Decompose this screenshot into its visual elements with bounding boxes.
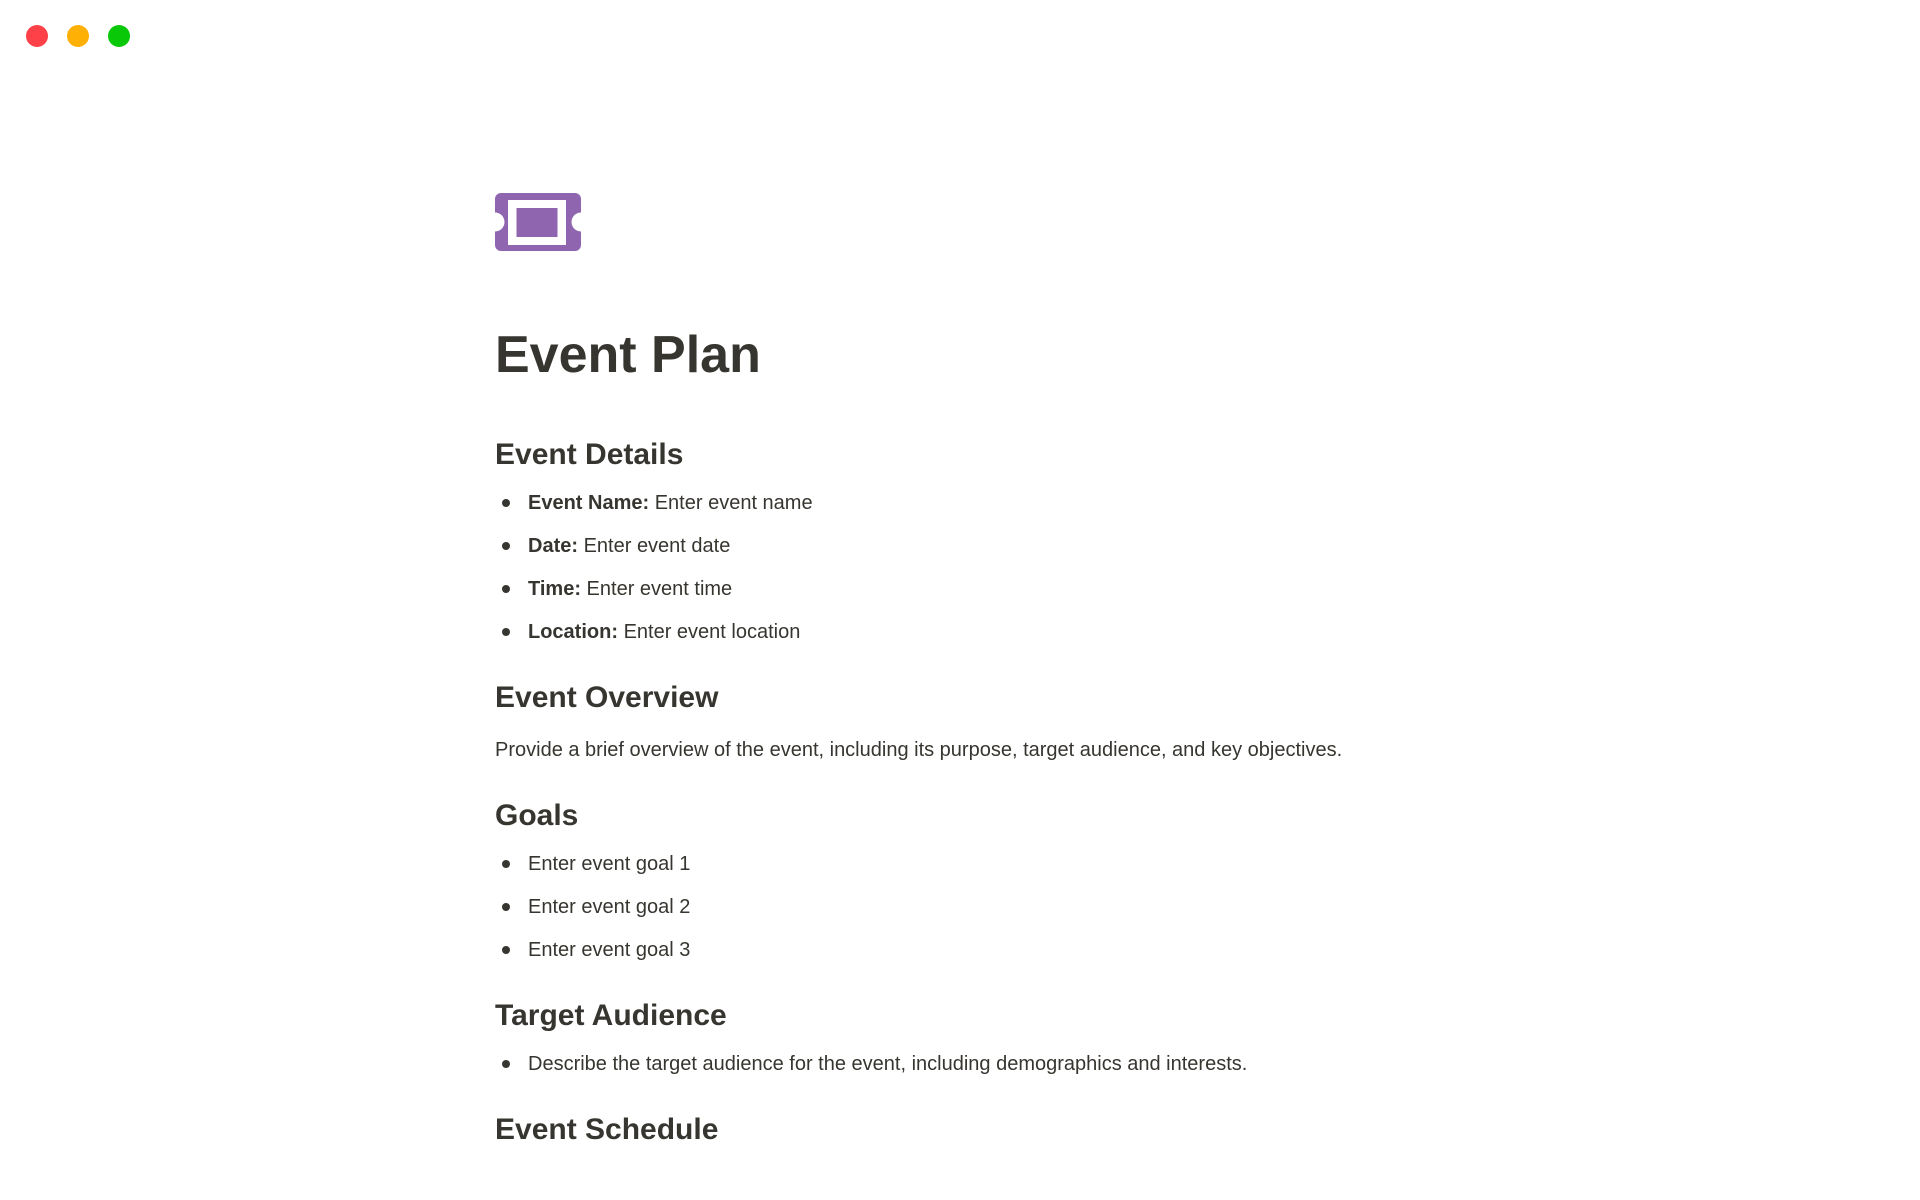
list-item[interactable]: [495, 488, 1445, 519]
list-item[interactable]: [495, 1049, 1445, 1080]
section-event-schedule: [495, 1110, 1445, 1149]
list-item[interactable]: [495, 617, 1445, 648]
window-controls: [26, 25, 130, 47]
item-text: Enter event location: [623, 621, 801, 643]
item-text: Enter event goal 1: [528, 853, 691, 875]
page-icon-button[interactable]: [495, 193, 581, 251]
event-overview-heading[interactable]: Event Overview: [495, 681, 719, 714]
close-button[interactable]: [26, 25, 48, 47]
section-goals: [495, 796, 1445, 966]
list-item[interactable]: [495, 531, 1445, 562]
section-event-overview: [495, 678, 1445, 766]
event-details-list: [495, 488, 1445, 648]
item-label: Location:: [528, 621, 618, 643]
list-item[interactable]: [495, 892, 1445, 923]
item-text: Enter event time: [586, 578, 733, 600]
item-text: Enter event goal 3: [528, 939, 691, 961]
maximize-button[interactable]: [108, 25, 130, 47]
event-overview-text[interactable]: Provide a brief overview of the event, including its purpose, target audience, and key objectives.: [495, 739, 1343, 761]
target-audience-list: [495, 1049, 1445, 1080]
list-item[interactable]: [495, 935, 1445, 966]
item-label: Date:: [528, 535, 579, 557]
item-text: Enter event name: [654, 492, 813, 514]
event-schedule-heading[interactable]: Event Schedule: [495, 1113, 719, 1146]
item-text: Enter event date: [583, 535, 731, 557]
page-title[interactable]: Event Plan: [495, 326, 761, 384]
target-audience-heading[interactable]: Target Audience: [495, 999, 727, 1032]
section-target-audience: [495, 996, 1445, 1080]
item-text: Describe the target audience for the event, including demographics and interests.: [528, 1053, 1248, 1075]
item-label: Event Name:: [528, 492, 650, 514]
item-label: Time:: [528, 578, 581, 600]
minimize-button[interactable]: [67, 25, 89, 47]
goals-heading[interactable]: Goals: [495, 799, 579, 832]
item-text: Enter event goal 2: [528, 896, 691, 918]
list-item[interactable]: [495, 574, 1445, 605]
event-details-heading[interactable]: Event Details: [495, 438, 684, 471]
list-item[interactable]: [495, 849, 1445, 880]
section-event-details: [495, 435, 1445, 648]
ticket-icon: [495, 193, 581, 251]
goals-list: [495, 849, 1445, 966]
document-page: [495, 193, 1445, 1149]
